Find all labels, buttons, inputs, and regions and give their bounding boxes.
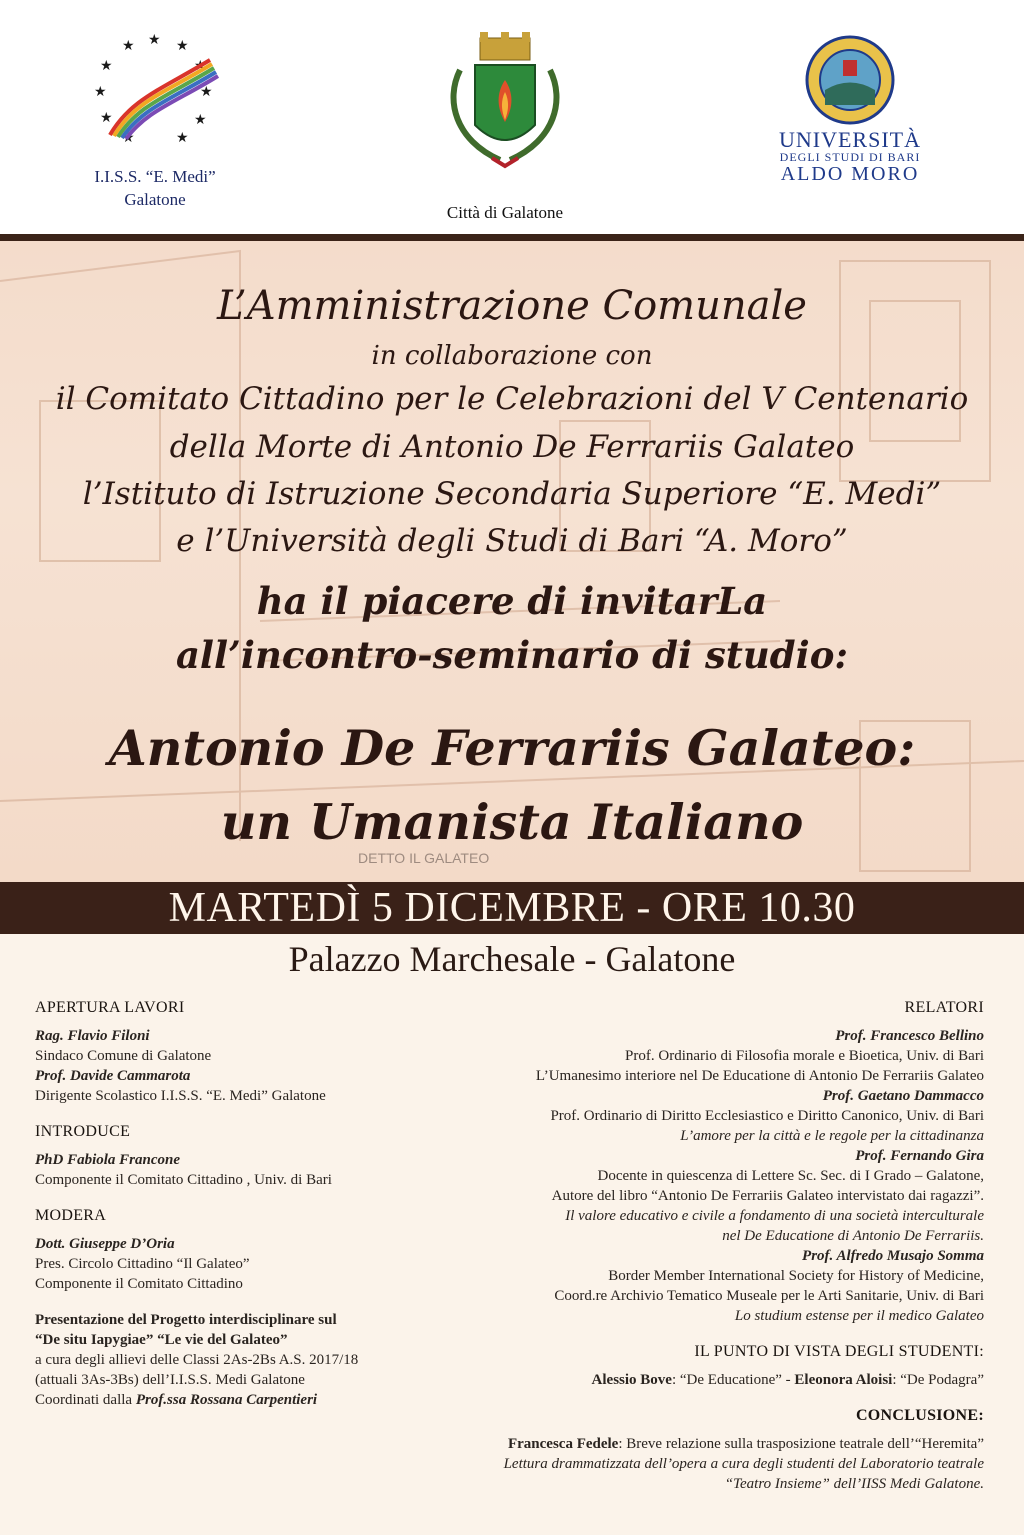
galatone-crest <box>420 30 590 223</box>
speaker3-role1: Docente in quiescenza di Lettere Sc. Sec. di I Grado – Galatone, <box>597 1168 984 1184</box>
palace-sketch-background <box>0 241 1024 882</box>
conclusion-line1 <box>424 1434 984 1454</box>
speaker4-role2: Coord.re Archivio Tematico Museale per le Arti Sanitarie, Univ. di Bari <box>554 1288 984 1304</box>
opening-speaker1-role: Sindaco Comune di Galatone <box>35 1048 212 1064</box>
speaker4-topic: Lo studium estense per il medico Galateo <box>734 1308 984 1324</box>
speaker3-name: Prof. Fernando Gira <box>855 1148 984 1164</box>
speaker4-name: Prof. Alfredo Musajo Somma <box>802 1248 984 1264</box>
invitation-line3: il Comitato Cittadino per le Celebrazioni del V Centenario <box>55 381 969 417</box>
speaker1-name: Prof. Francesco Bellino <box>835 1028 984 1044</box>
iiss-medi-logo <box>70 30 240 211</box>
iiss-medi-city: Galatone <box>124 190 186 209</box>
university-seal-icon <box>805 35 895 125</box>
svg-text:★: ★ <box>200 85 213 100</box>
student2-name: Eleonora Aloisi <box>794 1372 893 1388</box>
stars-rainbow-icon <box>70 30 240 160</box>
conclusion-line3: “Teatro Insieme” dell’IISS Medi Galatone. <box>724 1476 984 1492</box>
project-line4: (attuali 3As-3Bs) dell’I.I.S.S. Medi Galatone <box>35 1372 305 1388</box>
iiss-medi-name: I.I.S.S. “E. Medi” <box>94 167 216 186</box>
conclusion-heading: CONCLUSIONE: <box>855 1407 984 1424</box>
opening-speaker2-role: Dirigente Scolastico I.I.S.S. “E. Medi” Galatone <box>35 1088 326 1104</box>
invitation-line5: l’Istituto di Istruzione Secondaria Superiore “E. Medi” <box>82 476 942 512</box>
speaker4-role1: Border Member International Society for History of Medicine, <box>608 1268 984 1284</box>
city-caption: Città di Galatone <box>446 203 564 222</box>
svg-text:★: ★ <box>194 59 207 74</box>
city-crest-icon <box>420 30 590 170</box>
moderator-role2: Componente il Comitato Cittadino <box>35 1276 243 1292</box>
unibari-name: UNIVERSITÀ <box>779 127 921 152</box>
svg-text:★: ★ <box>100 111 113 126</box>
speaker1-topic: L’Umanesimo interiore nel De Educatione di Antonio De Ferrariis Galateo <box>535 1068 984 1084</box>
speaker3-topic1: Il valore educativo e civile a fondamento di una società interculturale <box>565 1208 984 1224</box>
svg-text:★: ★ <box>122 39 135 54</box>
student1-name: Alessio Bove <box>591 1372 672 1388</box>
unibari-logo <box>770 35 930 184</box>
event-title-line2: un Umanista Italiano <box>220 793 804 851</box>
speaker2-topic: L’amore per la città e le regole per la cittadinanza <box>680 1128 984 1144</box>
conclusion-line2: Lettura drammatizzata dell’opera a cura degli studenti del Laboratorio teatrale <box>503 1456 984 1472</box>
unibari-sub: DEGLI STUDI DI BARI <box>779 150 921 164</box>
unibari-sub2: ALDO MORO <box>780 163 920 185</box>
project-line3: a cura degli allievi delle Classi 2As-2Bs A.S. 2017/18 <box>35 1352 359 1368</box>
opening-speaker2-name: Prof. Davide Cammarota <box>35 1068 191 1084</box>
project-coordinated-label: Coordinati dalla <box>35 1392 136 1408</box>
bg-caption: DETTO IL GALATEO <box>358 850 490 866</box>
students-heading: IL PUNTO DI VISTA DEGLI STUDENTI: <box>694 1343 984 1360</box>
speaker3-topic2: nel De Educatione di Antonio De Ferrariis. <box>722 1228 984 1244</box>
invitation-line7: ha il piacere di invitarLa <box>256 579 768 623</box>
project-coordinator-name: Prof.ssa Rossana Carpentieri <box>135 1392 318 1408</box>
project-line5 <box>35 1390 475 1410</box>
invitation-line1: L’Amministrazione Comunale <box>217 283 807 329</box>
invitation-line8: all’incontro-seminario di studio: <box>175 633 849 677</box>
student2-topic: : “De Podagra” <box>892 1372 984 1388</box>
hero-section <box>0 241 1024 882</box>
svg-text:★: ★ <box>194 113 207 128</box>
project-line1: Presentazione del Progetto interdisciplinare sul <box>35 1312 337 1328</box>
moderator-role1: Pres. Circolo Cittadino “Il Galateo” <box>35 1256 250 1272</box>
students-line <box>424 1370 984 1390</box>
svg-text:★: ★ <box>100 59 113 74</box>
program-left-column <box>35 998 475 1410</box>
opening-speaker1-name: Rag. Flavio Filoni <box>35 1028 150 1044</box>
event-venue: Palazzo Marchesale - Galatone <box>288 939 736 979</box>
invitation-line6: e l’Università degli Studi di Bari “A. Moro” <box>176 523 848 559</box>
conclusion-speaker-name: Francesca Fedele <box>507 1436 619 1452</box>
conclusion-text: : Breve relazione sulla trasposizione teatrale dell’“Heremita” <box>618 1436 984 1452</box>
intro-speaker-name: PhD Fabiola Francone <box>35 1152 181 1168</box>
student1-topic: : “De Educatione” - <box>671 1372 795 1388</box>
speakers-heading: RELATORI <box>904 999 984 1016</box>
event-title-line1: Antonio De Ferrariis Galateo: <box>108 719 916 777</box>
moderator-name: Dott. Giuseppe D’Oria <box>35 1236 175 1252</box>
event-date: MARTEDÌ 5 DICEMBRE - ORE 10.30 <box>0 882 1024 934</box>
opening-heading: APERTURA LAVORI <box>35 999 185 1016</box>
project-line2: “De situ Iapygiae” “Le vie del Galateo” <box>35 1332 288 1348</box>
speaker1-role: Prof. Ordinario di Filosofia morale e Bioetica, Univ. di Bari <box>625 1048 984 1064</box>
svg-text:★: ★ <box>148 33 161 48</box>
intro-heading: INTRODUCE <box>35 1123 131 1140</box>
speaker2-role: Prof. Ordinario di Diritto Ecclesiastico e Diritto Canonico, Univ. di Bari <box>550 1108 984 1124</box>
intro-speaker-role: Componente il Comitato Cittadino , Univ. di Bari <box>35 1172 332 1188</box>
svg-text:★: ★ <box>94 85 107 100</box>
speaker2-name: Prof. Gaetano Dammacco <box>822 1088 984 1104</box>
speaker3-role2: Autore del libro “Antonio De Ferrariis Galateo intervistato dai ragazzi”. <box>551 1188 984 1204</box>
header <box>0 0 1024 235</box>
invitation-line4: della Morte di Antonio De Ferrariis Galateo <box>169 429 855 465</box>
invitation-line2: in collaborazione con <box>371 341 653 371</box>
moderator-heading: MODERA <box>35 1207 107 1224</box>
svg-text:★: ★ <box>176 131 189 146</box>
header-divider <box>0 234 1024 241</box>
program-right-column <box>424 998 984 1494</box>
svg-text:★: ★ <box>122 131 135 146</box>
svg-text:★: ★ <box>176 39 189 54</box>
